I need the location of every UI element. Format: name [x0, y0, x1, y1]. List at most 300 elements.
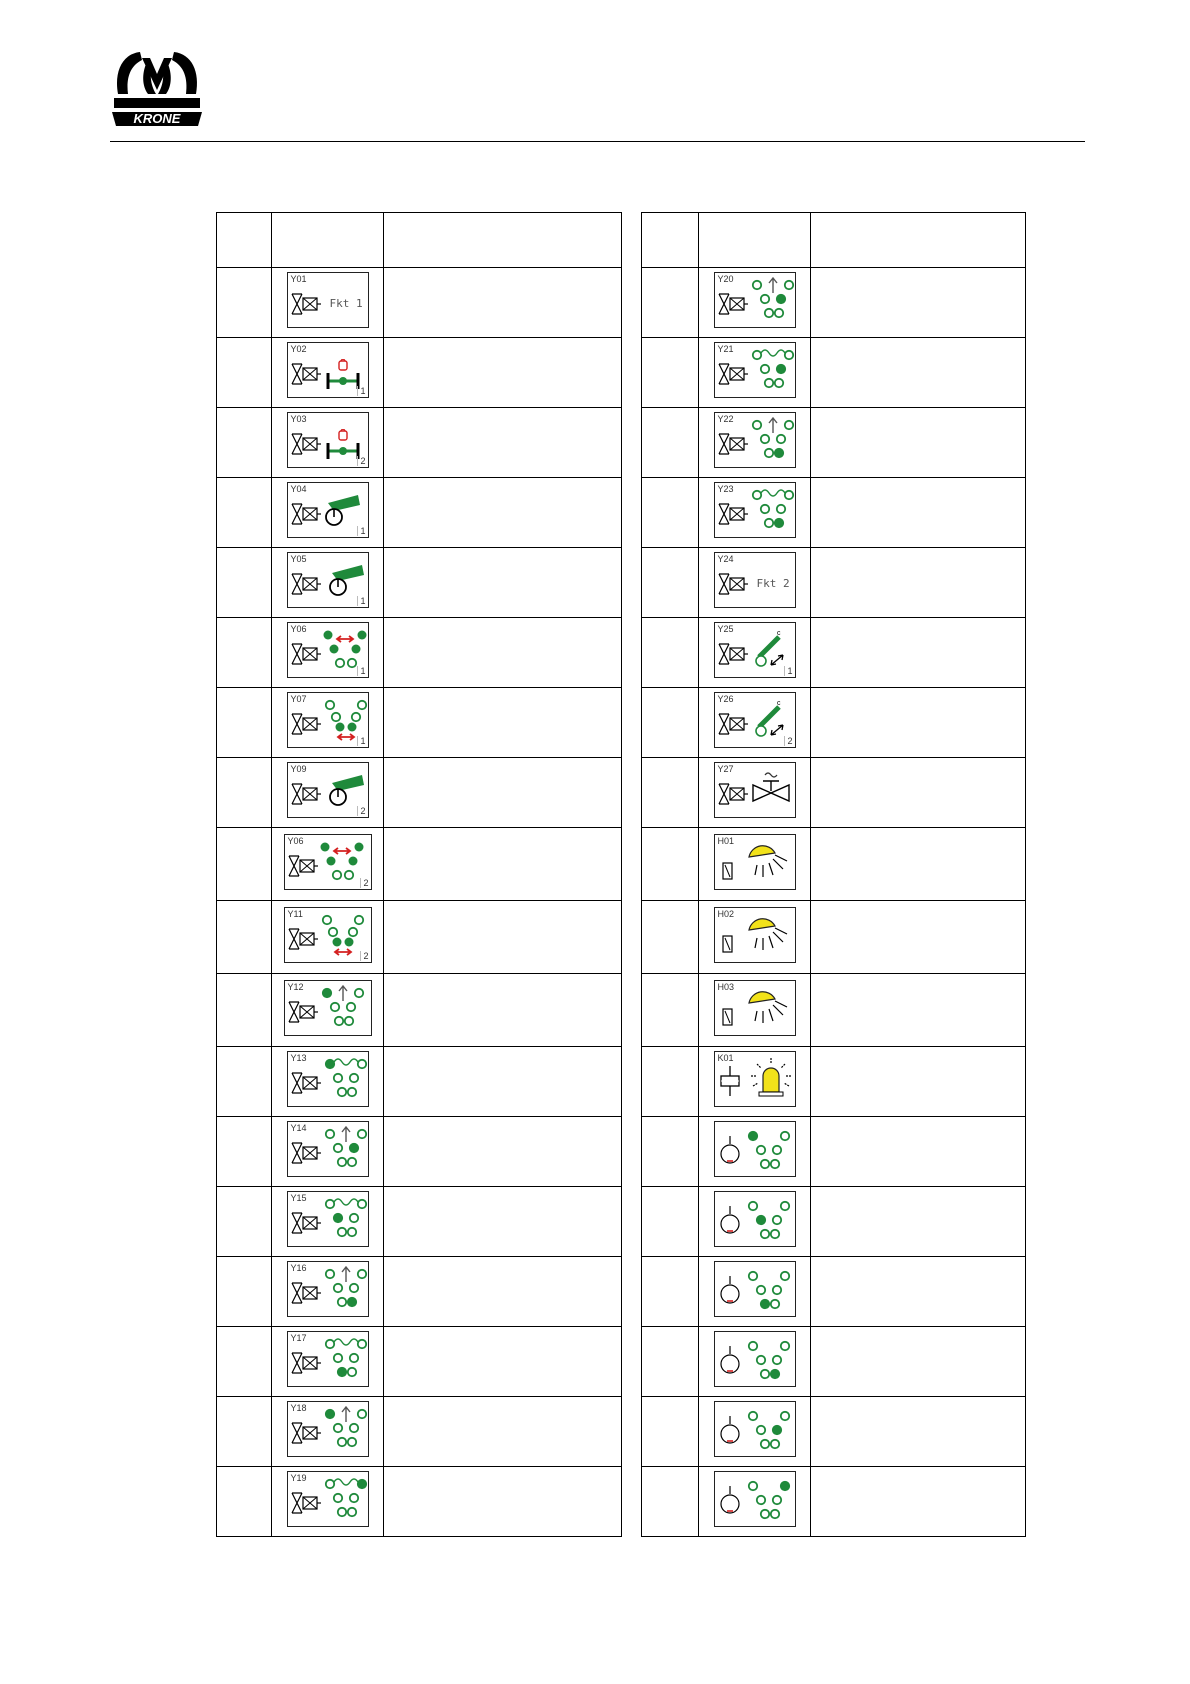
svg-text:c: c [776, 700, 780, 707]
symbol-tile [714, 342, 796, 398]
table-row [642, 478, 1026, 548]
row-number-cell [217, 478, 272, 548]
symbol-cell [699, 1117, 811, 1187]
row-number-cell [642, 758, 699, 828]
rotor-diagram-icon [322, 697, 370, 741]
symbol-tile [714, 1261, 796, 1317]
symbol-index: 2 [360, 951, 368, 961]
symbol-index: 2 [357, 456, 365, 466]
symbol-cell [699, 618, 811, 688]
row-number-cell [217, 1187, 272, 1257]
valve-coil-icon [290, 292, 322, 316]
row-number-cell [217, 828, 272, 901]
description-cell [384, 1467, 622, 1537]
symbol-code: Y22 [717, 414, 734, 424]
table-row [642, 408, 1026, 478]
symbol-tile [287, 622, 369, 678]
symbol-code: Y16 [290, 1263, 307, 1273]
row-number-cell [642, 478, 699, 548]
symbol-tile [287, 1121, 369, 1177]
description-cell [811, 1257, 1026, 1327]
symbol-code: Y06 [290, 624, 307, 634]
symbol-cell [272, 548, 384, 618]
symbol-index: 2 [784, 736, 792, 746]
symbol-code: Y01 [290, 274, 307, 284]
table-row [217, 408, 622, 478]
symbol-code: Y24 [717, 554, 734, 564]
description-cell [811, 758, 1026, 828]
symbol-tile [714, 1121, 796, 1177]
description-cell [384, 1327, 622, 1397]
symbol-code: Y17 [290, 1333, 307, 1343]
rotor-diagram-icon [322, 1266, 370, 1310]
krone-logo [112, 50, 202, 138]
description-cell [384, 1257, 622, 1327]
valve-coil-icon [290, 362, 322, 386]
function-label: Fkt 1 [329, 297, 363, 310]
sensor-icon [719, 1416, 741, 1448]
table-row [642, 268, 1026, 338]
table-row [217, 1327, 622, 1397]
symbol-tile [714, 272, 796, 328]
valve-coil-icon [287, 927, 319, 951]
rotor-diagram-icon [322, 1196, 370, 1240]
svg-text:c: c [776, 630, 780, 637]
symbol-cell [272, 408, 384, 478]
rotor-diagram-icon [745, 1338, 793, 1382]
symbol-index: 2 [360, 878, 368, 888]
description-cell [384, 548, 622, 618]
symbol-cell [699, 1397, 811, 1467]
rotor-diagram-icon [745, 1478, 793, 1522]
symbol-cell [272, 1257, 384, 1327]
row-number-cell [642, 974, 699, 1047]
description-cell [811, 1467, 1026, 1537]
table-row [217, 1397, 622, 1467]
table-row [217, 901, 622, 974]
symbol-tile [714, 552, 796, 608]
description-cell [811, 1397, 1026, 1467]
rotor-diagram-icon [322, 627, 370, 671]
table-row [642, 1327, 1026, 1397]
valve-coil-icon [290, 782, 322, 806]
work-light-icon [745, 912, 789, 954]
symbol-cell [699, 548, 811, 618]
symbol-code: Y21 [717, 344, 734, 354]
row-number-cell [217, 1327, 272, 1397]
rotor-diagram-icon [319, 985, 367, 1029]
relay-icon [721, 934, 735, 954]
header-cell [272, 213, 384, 268]
rotor-diagram-icon [322, 1056, 370, 1100]
row-number-cell [642, 1117, 699, 1187]
row-number-cell [642, 688, 699, 758]
row-number-cell [217, 1467, 272, 1537]
right-table [641, 212, 1026, 1537]
description-cell [384, 268, 622, 338]
table-row [642, 758, 1026, 828]
symbol-code: Y04 [290, 484, 307, 494]
description-cell [384, 901, 622, 974]
valve-coil-icon [290, 432, 322, 456]
symbol-index: 1 [784, 666, 792, 676]
symbol-code: Y25 [717, 624, 734, 634]
symbol-code: H03 [717, 981, 735, 992]
symbol-cell [699, 828, 811, 901]
row-number-cell [642, 1187, 699, 1257]
table-row [217, 828, 622, 901]
tine-arm-icon [751, 697, 791, 739]
symbol-code: Y11 [287, 908, 303, 919]
row-number-cell [217, 688, 272, 758]
table-row [217, 548, 622, 618]
rotor-diagram-icon [749, 277, 797, 321]
rotor-diagram-icon [319, 839, 367, 883]
relay-icon [721, 861, 735, 881]
description-cell [384, 408, 622, 478]
table-row [642, 618, 1026, 688]
valve-coil-icon [290, 1141, 322, 1165]
symbol-tile [714, 980, 796, 1036]
valve-symbol-icon [751, 771, 791, 807]
valve-coil-icon [290, 1491, 322, 1515]
table-header-row [217, 213, 622, 268]
row-number-cell [217, 1397, 272, 1467]
svg-text:KRONE: KRONE [133, 111, 181, 126]
valve-coil-icon [717, 432, 749, 456]
symbol-cell [699, 1187, 811, 1257]
work-light-icon [745, 839, 789, 881]
valve-coil-icon [717, 502, 749, 526]
symbol-tile [287, 1191, 369, 1247]
symbol-tile [714, 907, 796, 963]
symbol-cell [699, 974, 811, 1047]
valve-coil-icon [290, 572, 322, 596]
sensor-icon [719, 1276, 741, 1308]
symbol-cell [699, 1327, 811, 1397]
row-number-cell [642, 1397, 699, 1467]
rotor-diagram-icon [745, 1268, 793, 1312]
description-cell [811, 548, 1026, 618]
row-number-cell [217, 408, 272, 478]
symbol-cell [272, 1467, 384, 1537]
row-number-cell [217, 618, 272, 688]
valve-coil-icon [717, 362, 749, 386]
description-cell [384, 974, 622, 1047]
table-row [217, 688, 622, 758]
valve-coil-icon [287, 1000, 319, 1024]
table-row [217, 478, 622, 548]
table-row [642, 1257, 1026, 1327]
table-row [642, 828, 1026, 901]
symbol-tile [287, 272, 369, 328]
header-cell [217, 213, 272, 268]
valve-coil-icon [717, 712, 749, 736]
symbol-tile [714, 1191, 796, 1247]
symbol-code: K01 [717, 1053, 734, 1063]
valve-coil-icon [717, 292, 749, 316]
relay-coil-icon [719, 1066, 741, 1096]
rotor-diagram-icon [749, 487, 797, 531]
description-cell [811, 268, 1026, 338]
symbol-cell [272, 1397, 384, 1467]
table-row [642, 548, 1026, 618]
description-cell [384, 1187, 622, 1257]
table-row [642, 1047, 1026, 1117]
symbol-tile [287, 1051, 369, 1107]
row-number-cell [217, 338, 272, 408]
row-number-cell [642, 1047, 699, 1117]
row-number-cell [642, 1467, 699, 1537]
symbol-code: Y18 [290, 1403, 307, 1413]
symbol-cell [699, 478, 811, 548]
symbol-cell [699, 758, 811, 828]
valve-coil-icon [717, 782, 749, 806]
table-row [642, 1397, 1026, 1467]
table-row [217, 1467, 622, 1537]
symbol-cell [272, 1117, 384, 1187]
row-number-cell [217, 1047, 272, 1117]
table-row [642, 1117, 1026, 1187]
symbol-tile [287, 342, 369, 398]
left-table [216, 212, 622, 1537]
symbol-tile [714, 482, 796, 538]
symbol-code: Y23 [717, 484, 734, 494]
sensor-icon [719, 1486, 741, 1518]
row-number-cell [642, 548, 699, 618]
symbol-tile [714, 1471, 796, 1527]
table-header-row [642, 213, 1026, 268]
description-cell [811, 974, 1026, 1047]
rotor-diagram-icon [322, 1406, 370, 1450]
symbol-tile [287, 412, 369, 468]
rotor-diagram-icon [322, 1336, 370, 1380]
rotor-diagram-icon [749, 347, 797, 391]
description-cell [811, 338, 1026, 408]
sensor-icon [719, 1206, 741, 1238]
row-number-cell [642, 408, 699, 478]
row-number-cell [642, 828, 699, 901]
table-row [642, 901, 1026, 974]
row-number-cell [217, 548, 272, 618]
symbol-tile [287, 1261, 369, 1317]
row-number-cell [642, 1327, 699, 1397]
symbol-code: Y15 [290, 1193, 307, 1203]
valve-coil-icon [290, 1421, 322, 1445]
symbol-cell [272, 758, 384, 828]
symbol-cell [699, 901, 811, 974]
table-row [642, 1467, 1026, 1537]
wheel-arm-icon [328, 559, 368, 599]
description-cell [384, 1047, 622, 1117]
table-row [217, 1257, 622, 1327]
symbol-index: 1 [357, 386, 365, 396]
rotor-diagram-icon [749, 417, 797, 461]
table-row [217, 974, 622, 1047]
relay-icon [721, 1007, 735, 1027]
rotor-diagram-icon [319, 912, 367, 956]
tine-arm-icon [751, 627, 791, 669]
wheel-arm-icon [328, 769, 368, 809]
rotor-diagram-icon [745, 1408, 793, 1452]
symbol-code: H02 [717, 908, 735, 919]
symbol-cell [272, 338, 384, 408]
description-cell [811, 828, 1026, 901]
symbol-code: Y26 [717, 694, 734, 704]
symbol-cell [699, 338, 811, 408]
symbol-cell [699, 408, 811, 478]
table-row [642, 974, 1026, 1047]
symbol-cell [699, 1467, 811, 1537]
symbol-code: Y20 [717, 274, 734, 284]
beacon-icon [749, 1056, 793, 1098]
sensor-icon [719, 1346, 741, 1378]
wheel-arm-icon [324, 489, 364, 529]
description-cell [811, 688, 1026, 758]
symbol-code: Y06 [287, 835, 304, 846]
symbol-cell [272, 974, 384, 1047]
description-cell [384, 688, 622, 758]
symbol-code: Y13 [290, 1053, 307, 1063]
symbol-cell [272, 1187, 384, 1257]
symbol-tile [287, 1401, 369, 1457]
symbol-cell [699, 1047, 811, 1117]
symbol-cell [272, 618, 384, 688]
symbol-cell [272, 1047, 384, 1117]
table-row [217, 758, 622, 828]
symbol-index: 1 [357, 596, 365, 606]
table-row [217, 338, 622, 408]
table-row [217, 618, 622, 688]
rotor-diagram-icon [322, 1476, 370, 1520]
valve-coil-icon [290, 1071, 322, 1095]
table-row [642, 338, 1026, 408]
description-cell [811, 618, 1026, 688]
description-cell [811, 901, 1026, 974]
symbol-code: H01 [717, 835, 735, 846]
sensor-icon [719, 1136, 741, 1168]
row-number-cell [217, 974, 272, 1047]
table-row [217, 268, 622, 338]
header-cell [811, 213, 1026, 268]
symbol-code: Y05 [290, 554, 307, 564]
description-cell [384, 828, 622, 901]
symbol-tile [287, 762, 369, 818]
valve-coil-icon [290, 712, 322, 736]
symbol-cell [272, 828, 384, 901]
valve-coil-icon [290, 1351, 322, 1375]
description-cell [384, 1397, 622, 1467]
description-cell [811, 478, 1026, 548]
valve-coil-icon [717, 572, 749, 596]
symbol-index: 2 [357, 806, 365, 816]
description-cell [811, 1117, 1026, 1187]
valve-coil-icon [290, 1281, 322, 1305]
symbol-tile [714, 692, 796, 748]
symbol-cell [699, 688, 811, 758]
symbol-cell [699, 268, 811, 338]
symbol-tile [714, 762, 796, 818]
symbol-code: Y14 [290, 1123, 307, 1133]
table-row [642, 1187, 1026, 1257]
symbol-cell [272, 688, 384, 758]
row-number-cell [642, 268, 699, 338]
function-label: Fkt 2 [756, 577, 790, 590]
row-number-cell [642, 901, 699, 974]
symbol-tile [284, 834, 372, 890]
row-number-cell [217, 268, 272, 338]
symbol-tile [287, 1471, 369, 1527]
row-number-cell [217, 1117, 272, 1187]
description-cell [384, 478, 622, 548]
symbol-code: Y27 [717, 764, 734, 774]
description-cell [811, 1047, 1026, 1117]
row-number-cell [217, 758, 272, 828]
header-cell [699, 213, 811, 268]
description-cell [384, 1117, 622, 1187]
row-number-cell [642, 1257, 699, 1327]
work-light-icon [745, 985, 789, 1027]
table-row [217, 1187, 622, 1257]
symbol-code: Y09 [290, 764, 307, 774]
symbol-cell [272, 901, 384, 974]
description-cell [811, 408, 1026, 478]
description-cell [384, 338, 622, 408]
table-row [642, 688, 1026, 758]
table-row [217, 1047, 622, 1117]
symbol-cell [272, 1327, 384, 1397]
description-cell [384, 618, 622, 688]
row-number-cell [642, 618, 699, 688]
rotor-diagram-icon [745, 1198, 793, 1242]
symbol-code: Y07 [290, 694, 307, 704]
valve-coil-icon [717, 642, 749, 666]
description-cell [811, 1327, 1026, 1397]
symbol-tile [284, 907, 372, 963]
rotor-diagram-icon [745, 1128, 793, 1172]
rotor-diagram-icon [322, 1126, 370, 1170]
valve-coil-icon [287, 854, 319, 878]
row-number-cell [217, 1257, 272, 1327]
row-number-cell [642, 338, 699, 408]
table-row [217, 1117, 622, 1187]
symbol-code: Y19 [290, 1473, 307, 1483]
symbol-code: Y03 [290, 414, 307, 424]
symbol-tile [287, 482, 369, 538]
valve-coil-icon [290, 1211, 322, 1235]
symbol-index: 1 [357, 526, 365, 536]
symbol-tile [714, 412, 796, 468]
symbol-cell [272, 478, 384, 548]
symbol-index: 1 [357, 666, 365, 676]
symbol-code: Y02 [290, 344, 307, 354]
valve-coil-icon [290, 502, 322, 526]
valve-coil-icon [290, 642, 322, 666]
header-rule [110, 141, 1085, 142]
symbol-tile [284, 980, 372, 1036]
header-cell [642, 213, 699, 268]
header-cell [384, 213, 622, 268]
description-cell [384, 758, 622, 828]
symbol-tile [714, 1051, 796, 1107]
symbol-tile [714, 834, 796, 890]
symbol-code: Y12 [287, 981, 304, 992]
symbol-tile [714, 1331, 796, 1387]
symbol-tile [287, 552, 369, 608]
symbol-index: 1 [357, 736, 365, 746]
symbol-tile [287, 692, 369, 748]
description-cell [811, 1187, 1026, 1257]
